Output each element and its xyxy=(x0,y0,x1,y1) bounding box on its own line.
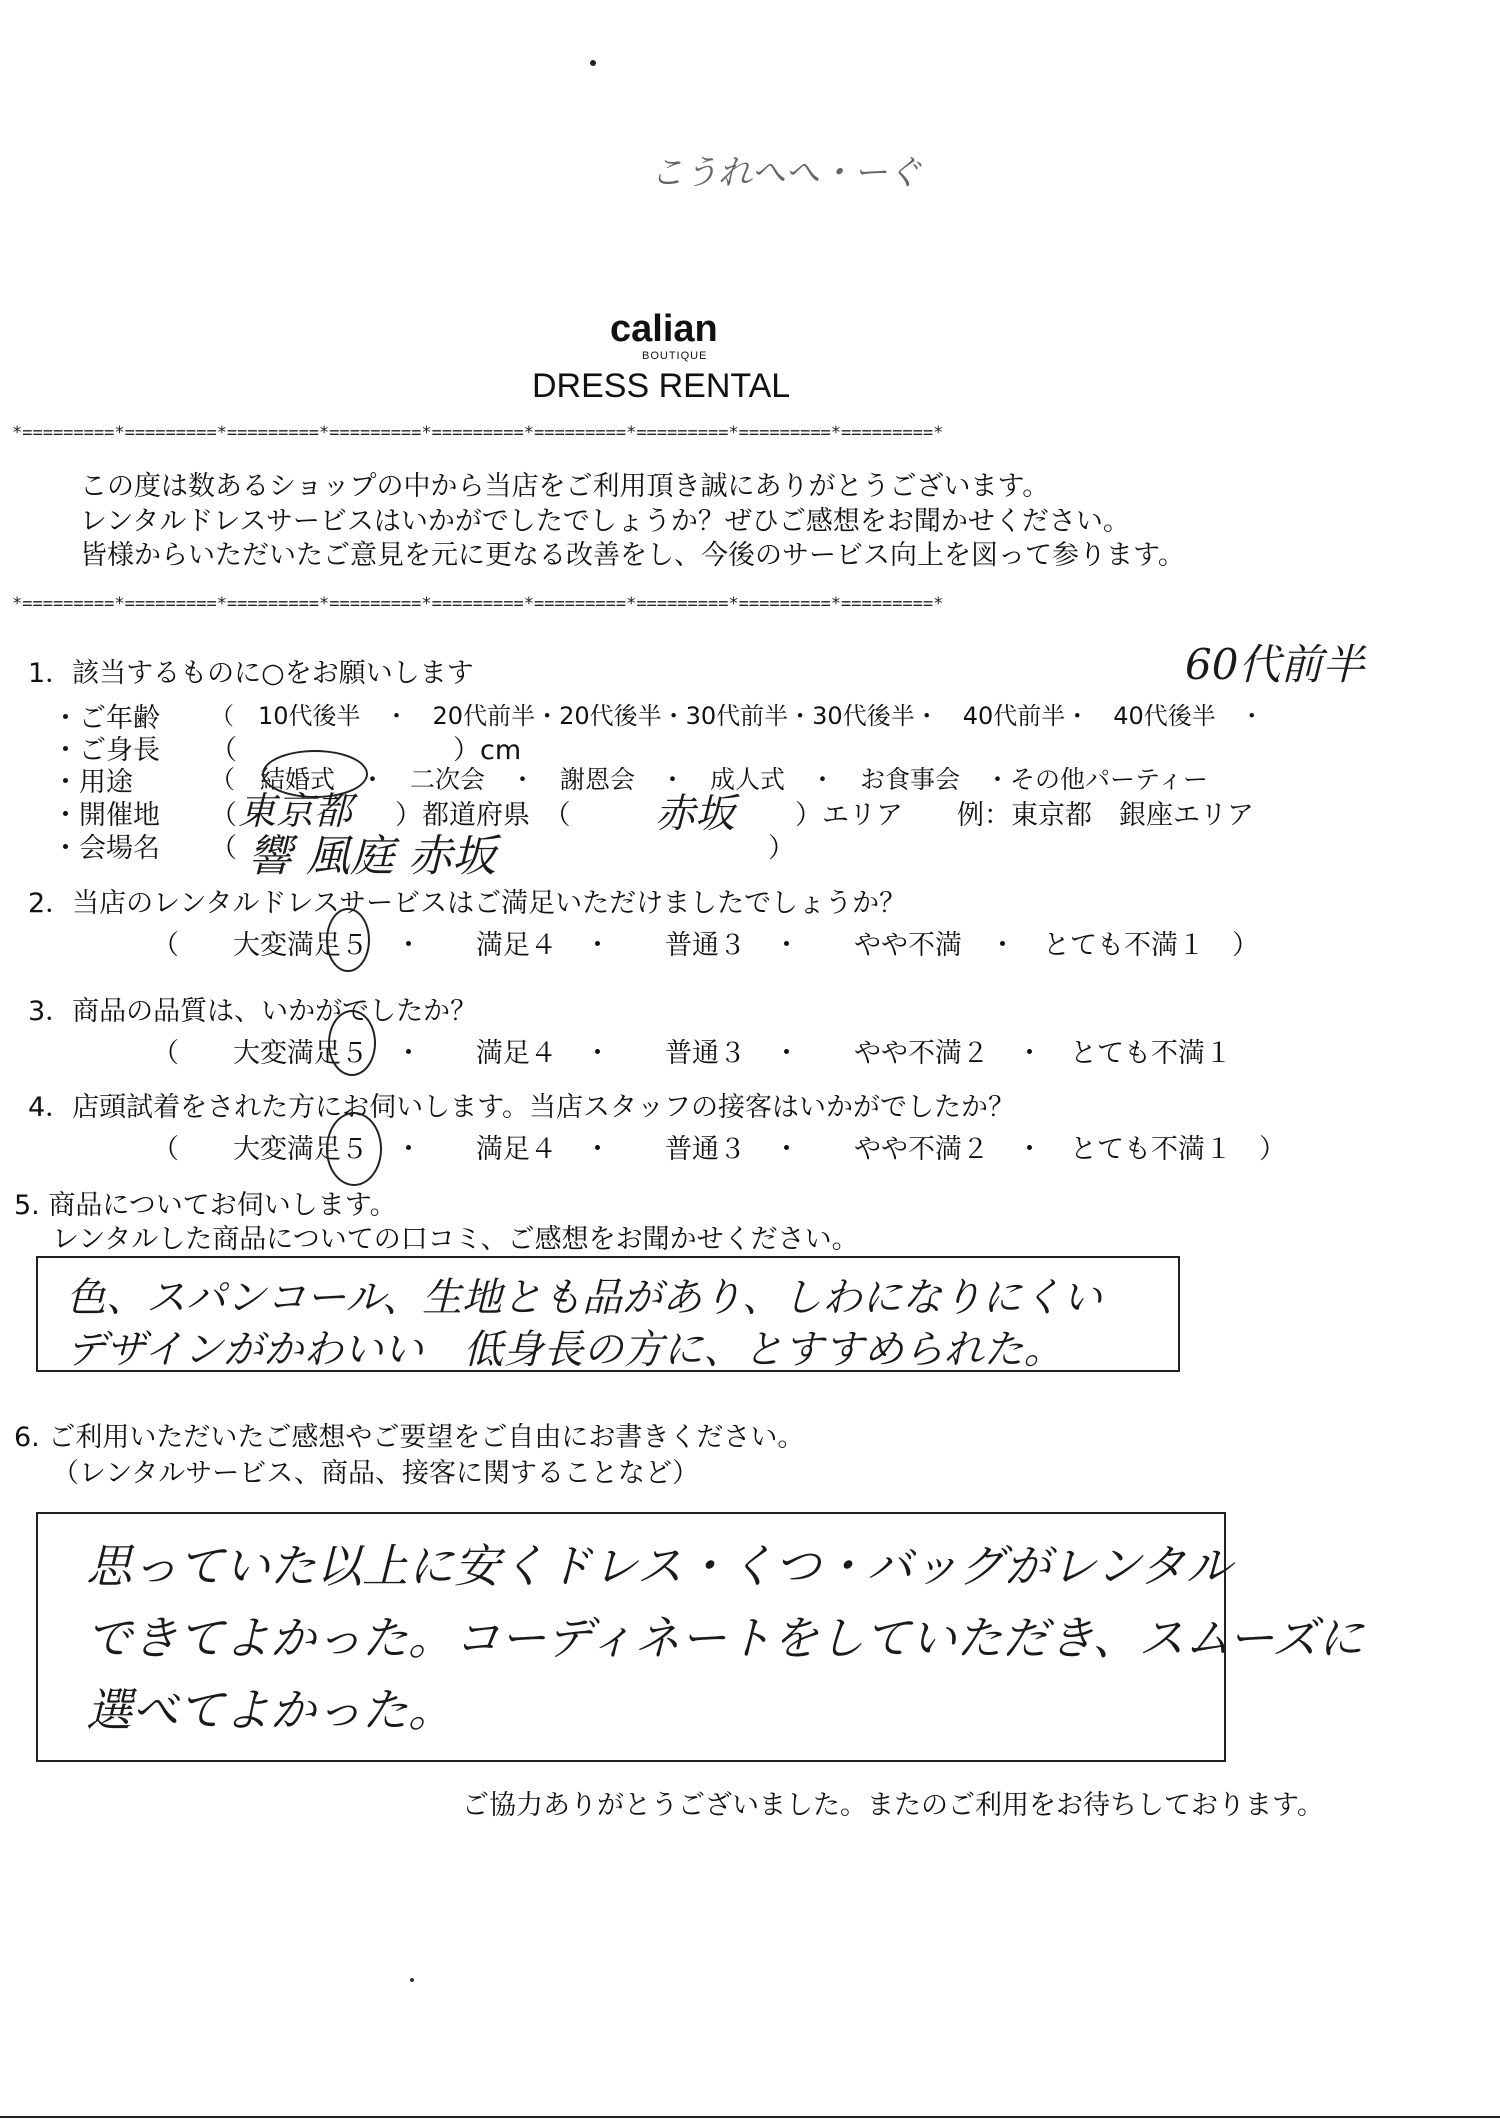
q5-answer-line-1: 色、スパンコール、生地とも品があり、しわになりにくい xyxy=(66,1275,1102,1321)
q5-title: 5. 商品についてお伺いします。 xyxy=(14,1190,397,1221)
q5-answer-line-2: デザインがかわいい 低身長の方に、とすすめられた。 xyxy=(66,1327,1064,1373)
q6-answer-line-2: できてよかった。コーディネートをしていただき、スムーズに xyxy=(86,1611,1364,1665)
venue-area-handwritten: 赤坂 xyxy=(655,791,735,837)
height-label: ・ご身長 xyxy=(52,735,160,766)
footer-thanks: ご協力ありがとうございました。またのご利用をお待ちしております。 xyxy=(462,1790,1324,1821)
q4-title: 4．店頭試着をされた方にお伺いします。当店スタッフの接客はいかがでしたか？ xyxy=(28,1092,1016,1123)
q1-title: 1．該当するものに○をお願いします xyxy=(28,658,474,689)
purpose-options: （ 結婚式 ・ 二次会 ・ 謝恩会 ・ 成人式 ・ お食事会 ・その他パーティー xyxy=(210,765,1209,794)
q2-title: 2．当店のレンタルドレスサービスはご満足いただけましたでしょうか？ xyxy=(28,888,907,919)
document-title: DRESS RENTAL xyxy=(532,367,791,405)
purpose-label: ・用途 xyxy=(52,767,133,798)
age-label: ・ご年齢 xyxy=(52,703,160,734)
q2-selected-circle xyxy=(326,908,370,972)
q6-subtitle: （レンタルサービス、商品、接客に関することなど） xyxy=(52,1458,700,1489)
age-handwritten: 60代前半 xyxy=(1185,640,1365,689)
divider-top: *=========*=========*=========*=========*=========*=========*=========*=========*=========* xyxy=(12,423,944,443)
q6-answer-line-1: 思っていた以上に安くドレス・くつ・バッグがレンタル xyxy=(86,1539,1232,1593)
brand-logo: calian xyxy=(610,308,718,350)
q4-selected-circle xyxy=(326,1112,382,1186)
venue-tail: ）エリア 例：東京都 銀座エリア xyxy=(795,800,1254,831)
height-field: （ ）cm xyxy=(210,735,522,766)
hall-name-handwritten: 響 風庭 赤坂 xyxy=(248,831,496,882)
q6-answer-line-3: 選べてよかった。 xyxy=(86,1683,454,1737)
hall-close: ） xyxy=(768,833,795,864)
intro-line-2: レンタルドレスサービスはいかがでしたでしょうか？ぜひご感想をお聞かせください。 xyxy=(80,506,1130,537)
venue-prefecture-handwritten: 東京都 xyxy=(238,789,353,833)
brand-sub-logo: BOUTIQUE xyxy=(642,350,708,362)
venue-mid: ）都道府県 （ xyxy=(395,800,571,831)
bottom-rule xyxy=(0,2116,1500,2118)
venue-label: ・開催地 xyxy=(52,800,160,831)
q3-options: （ 大変満足５ ・ 満足４ ・ 普通３ ・ やや不満２ ・ とても不満１ xyxy=(152,1038,1232,1069)
q6-title: 6. ご利用いただいたご感想やご要望をご自由にお書きください。 xyxy=(14,1422,805,1453)
q3-title: 3．商品の品質は、いかがでしたか？ xyxy=(28,996,478,1027)
intro-line-3: 皆様からいただいたご意見を元に更なる改善をし、今後のサービス向上を図って参ります。 xyxy=(80,540,1185,571)
age-options: （ 10代後半 ・ 20代前半・20代後半・30代前半・30代後半・ 40代前半・ 40代後半 ・ xyxy=(210,702,1264,730)
hall-open: （ xyxy=(210,833,237,864)
intro-line-1: この度は数あるショップの中から当店をご利用頂き誠にありがとうございます。 xyxy=(80,471,1050,502)
q4-options: （ 大変満足５ ・ 満足４ ・ 普通３ ・ やや不満２ ・ とても不満１ ） xyxy=(152,1134,1286,1165)
hall-label: ・会場名 xyxy=(52,833,160,864)
header-scribble: こうれへへ・ーぐ xyxy=(650,153,922,193)
stray-dot xyxy=(590,60,596,66)
q5-subtitle: レンタルした商品についての口コミ、ご感想をお聞かせください。 xyxy=(52,1224,859,1255)
stray-dot-bottom xyxy=(410,1978,414,1982)
divider-bottom: *=========*=========*=========*=========*=========*=========*=========*=========*=========* xyxy=(12,594,944,614)
venue-open: （ xyxy=(210,800,237,831)
q2-options: （ 大変満足５ ・ 満足４ ・ 普通３ ・ やや不満 ・ とても不満１ ） xyxy=(152,930,1259,961)
q3-selected-circle xyxy=(328,1010,376,1076)
